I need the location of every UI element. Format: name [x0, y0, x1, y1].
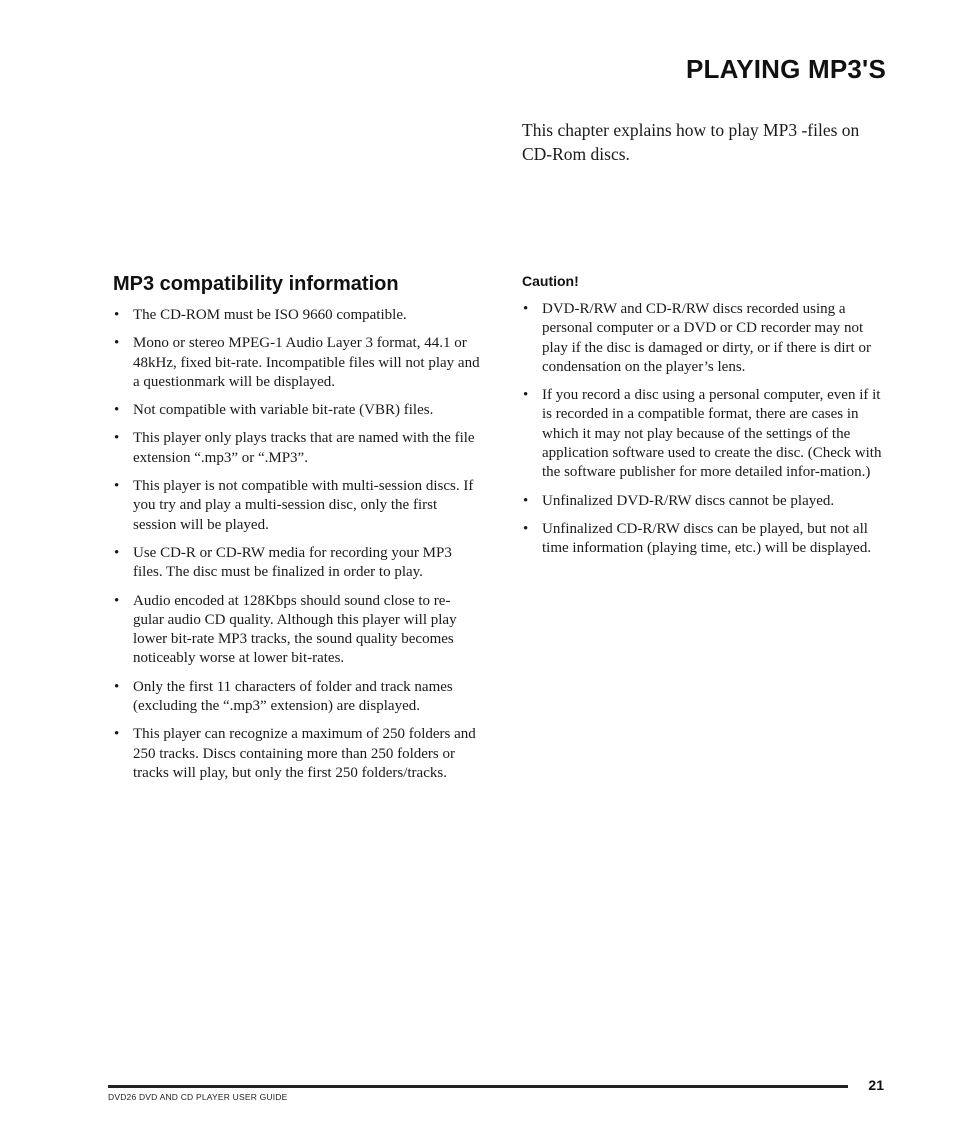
bullet-icon: •: [114, 430, 120, 447]
list-item: [522, 520, 887, 559]
bullet-icon: •: [523, 301, 529, 317]
caution-heading: Caution!: [522, 273, 579, 289]
caution-section: [522, 272, 887, 568]
list-item-text: Audio encoded at 128Kbps should sound close to re-gular audio CD quality. Although this player will play lower bit-rate MP3 tracks, the sound quality becomes noticeably worse at lower bit-rates.: [133, 592, 457, 667]
list-item: [522, 386, 887, 482]
list-item: [522, 300, 887, 377]
page-number: 21: [868, 1077, 884, 1093]
list-item-text: Only the first 11 characters of folder and track names (excluding the “.mp3” extension) are displayed.: [133, 678, 453, 715]
list-item: [522, 492, 887, 511]
list-item-text: This player is not compatible with multi-session discs. If you try and play a multi-session disc, only the first session will be played.: [133, 478, 474, 533]
footer-guide-title: DVD26 DVD AND CD PLAYER USER GUIDE: [108, 1092, 288, 1102]
list-item: [113, 306, 481, 325]
bullet-icon: •: [114, 592, 120, 609]
bullet-icon: •: [114, 478, 120, 495]
list-item: [113, 678, 481, 717]
caution-list: [522, 300, 887, 559]
chapter-title: PLAYING MP3'S: [686, 54, 886, 84]
list-item: [113, 544, 481, 583]
chapter-intro: This chapter explains how to play MP3 -files on CD-Rom discs.: [522, 120, 860, 164]
bullet-icon: •: [114, 544, 120, 561]
list-item-text: DVD-R/RW and CD-R/RW discs recorded using a personal computer or a DVD or CD recorder may not play if the disc is damaged or dirty, or if there is dirt or condensation on the player’s lens.: [542, 301, 871, 375]
bullet-icon: •: [523, 520, 529, 537]
list-item: [113, 725, 481, 783]
list-item: [113, 592, 481, 669]
list-item-text: Mono or stereo MPEG-1 Audio Layer 3 format, 44.1 or 48kHz, fixed bit-rate. Incompatible files will not play and a questionmark will be displayed.: [133, 335, 480, 390]
list-item-text: The CD-ROM must be ISO 9660 compatible.: [133, 307, 407, 323]
list-item: [113, 401, 481, 420]
list-item-text: Not compatible with variable bit-rate (VBR) files.: [133, 402, 434, 419]
compatibility-heading: MP3 compatibility information: [113, 273, 399, 295]
compatibility-list: [113, 306, 481, 783]
bullet-icon: •: [114, 335, 120, 352]
bullet-icon: •: [523, 387, 529, 404]
list-item-text: If you record a disc using a personal computer, even if it is recorded in a compatible format, there are cases in which it may not play because of the settings of the application software used to create the disc. (Check with the software publisher for more detailed infor-mation.): [542, 387, 882, 481]
bullet-icon: •: [114, 678, 120, 695]
list-item: [113, 429, 481, 468]
list-item-text: Use CD-R or CD-RW media for recording your MP3 files. The disc must be finalized in order to play.: [133, 544, 452, 581]
list-item-text: Unfinalized CD-R/RW discs can be played, but not all time information (playing time, etc.) will be displayed.: [542, 520, 872, 557]
footer-divider: [108, 1085, 848, 1088]
bullet-icon: •: [114, 726, 120, 743]
list-item: [113, 334, 481, 392]
bullet-icon: •: [523, 492, 529, 509]
list-item-text: This player only plays tracks that are named with the file extension “.mp3” or “.MP3”.: [133, 430, 475, 466]
bullet-icon: •: [114, 402, 120, 419]
compatibility-section: [113, 270, 481, 792]
list-item-text: This player can recognize a maximum of 250 folders and 250 tracks. Discs containing more than 250 folders or tracks will play, but only the first 250 folders/tracks.: [133, 726, 476, 781]
list-item-text: Unfinalized DVD-R/RW discs cannot be played.: [542, 492, 835, 509]
bullet-icon: •: [114, 307, 120, 323]
list-item: [113, 477, 481, 535]
